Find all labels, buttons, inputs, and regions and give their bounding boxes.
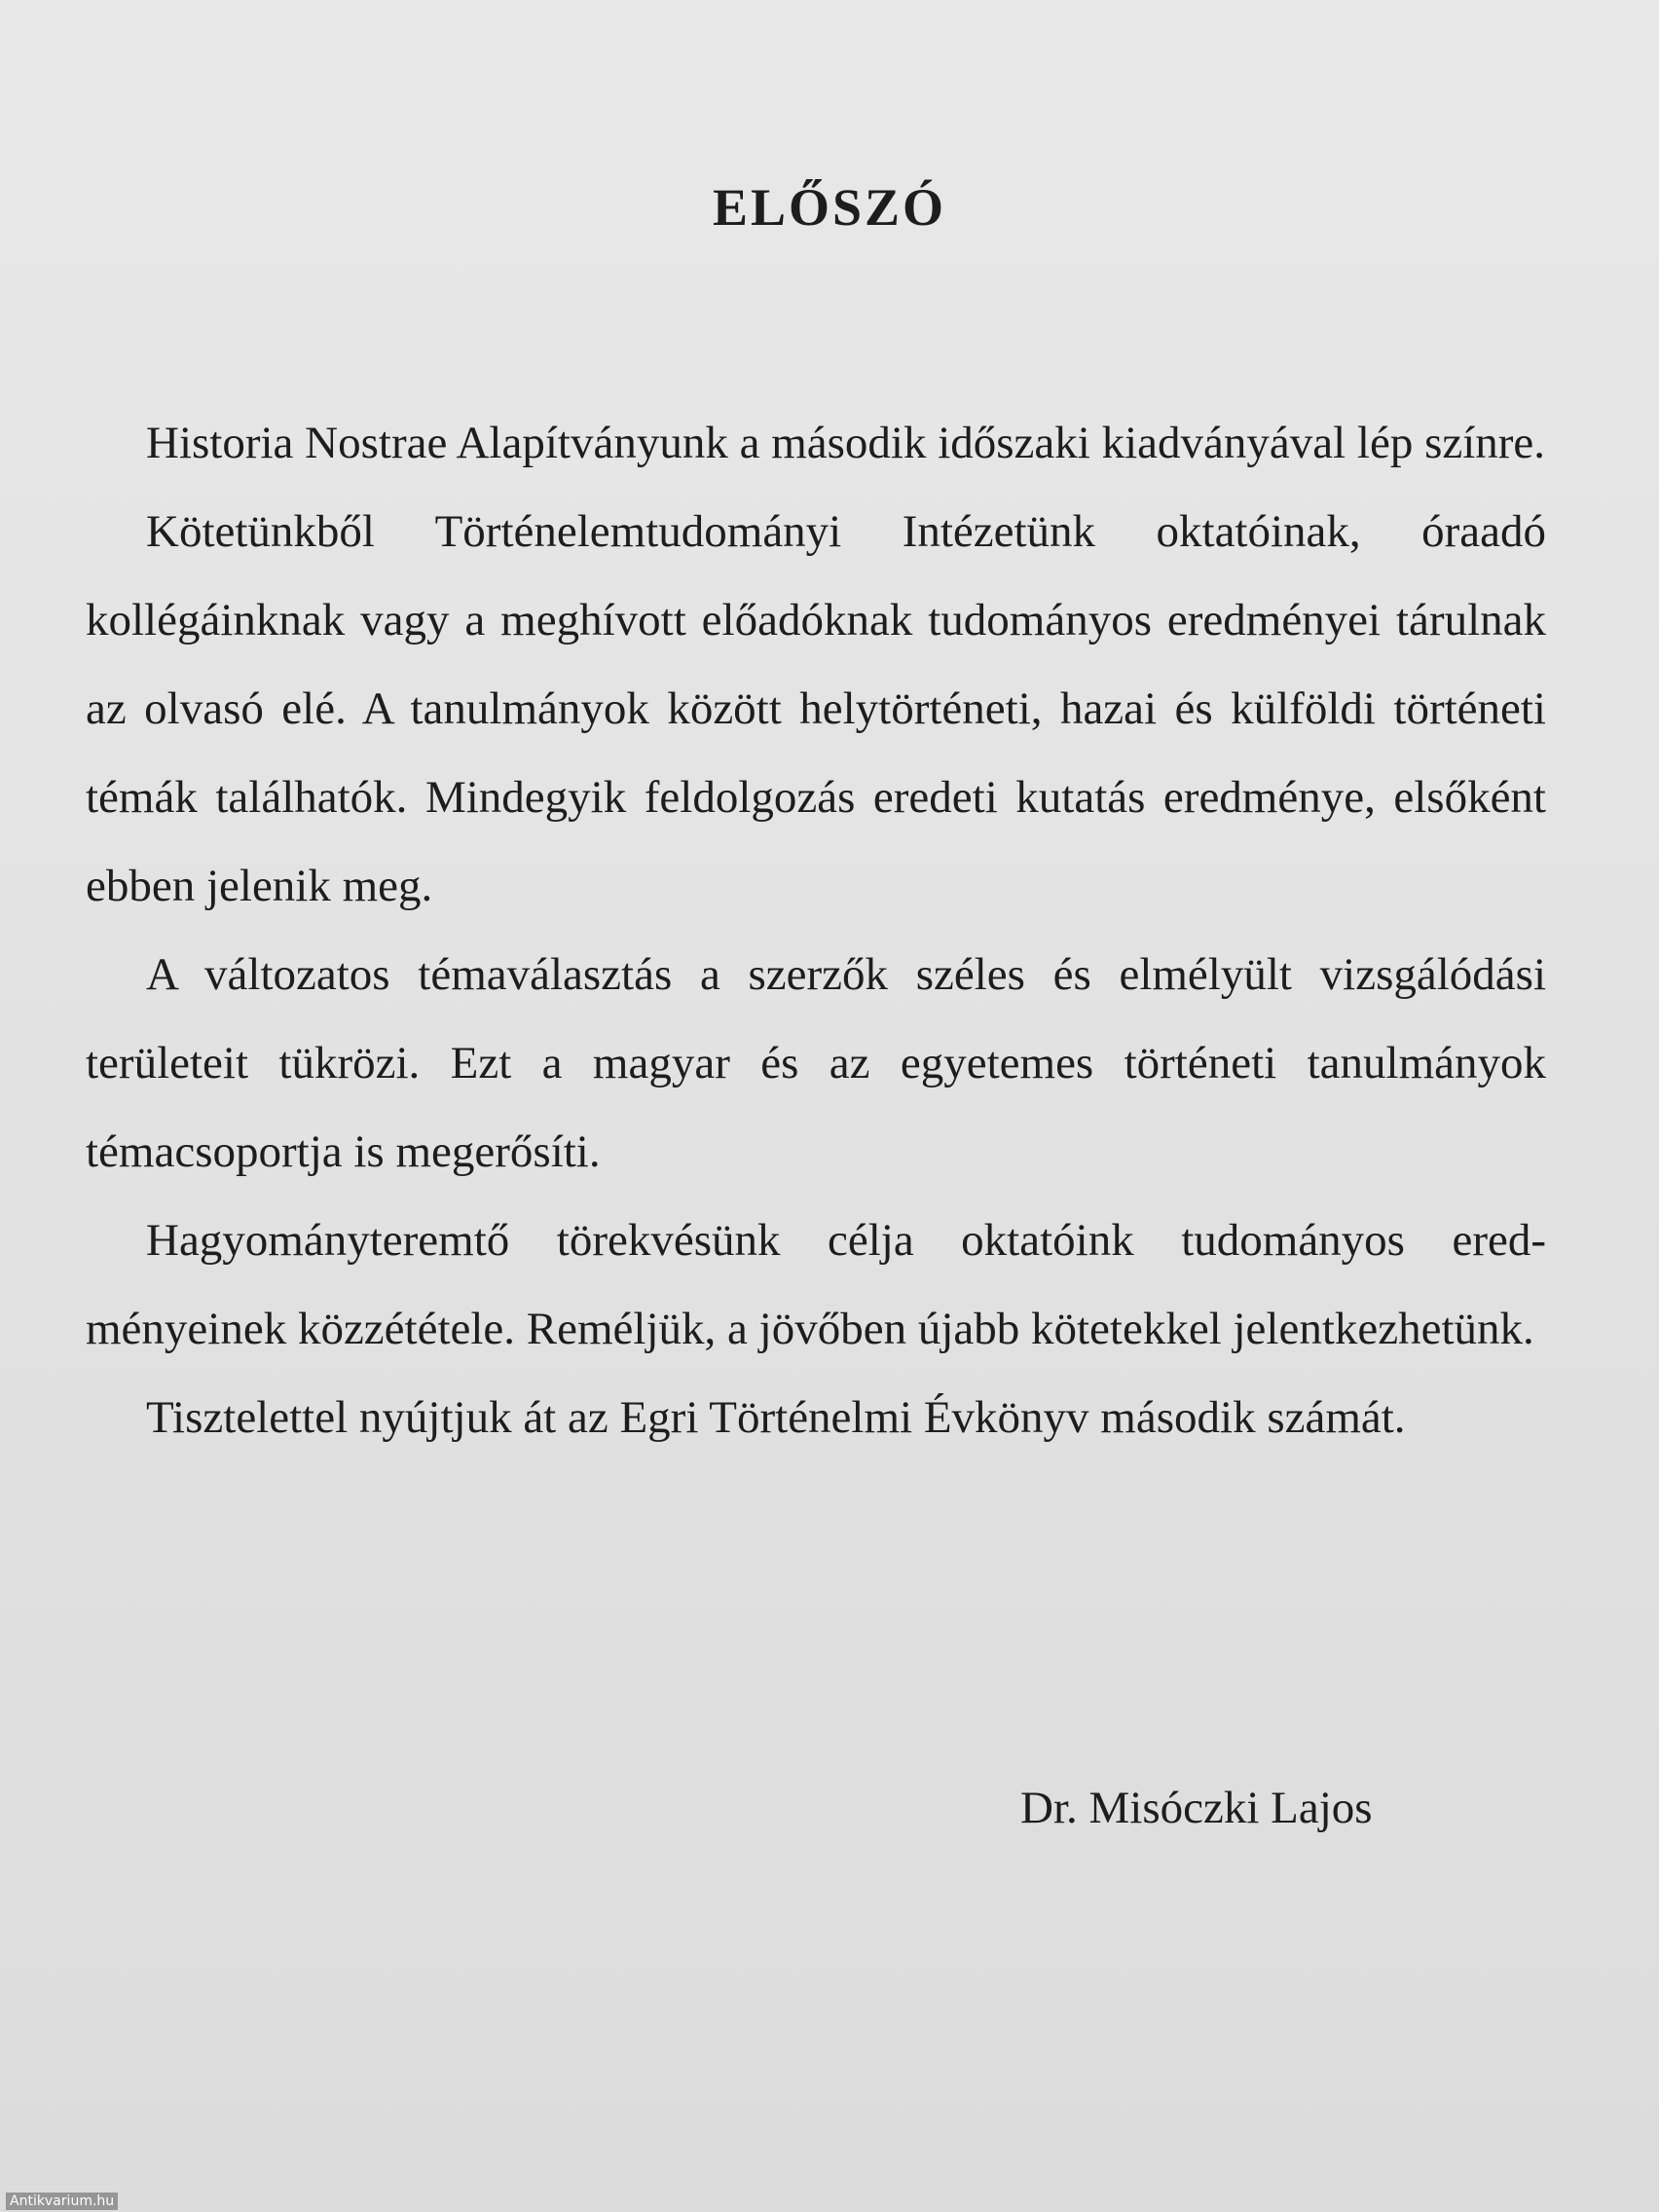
- page-title: ELŐSZÓ: [712, 178, 947, 237]
- paragraph-5: Tisztelettel nyújtjuk át az Egri Történelmi Évkönyv második számát.: [146, 1392, 1406, 1443]
- signature: Dr. Misóczki Lajos: [1020, 1783, 1373, 1833]
- paragraph-3: A változatos témaválasztás a szerzők széles és elmélyült vizsgálódási területeit tükrözi. Ezt a magyar és az egyetemes történeti tanulmányok témacsoportja is megerősíti.: [86, 949, 1546, 1177]
- preface-body: [86, 399, 1546, 1462]
- paragraph-4: Hagyományteremtő törekvésünk célja oktatóink tudományos eredményeinek közzététele. Reméljük, a jövőben újabb kötetekkel jelentkezhetünk.: [86, 1215, 1546, 1354]
- paragraph-1: Historia Nostrae Alapítványunk a második időszaki kiadványával lép színre.: [146, 418, 1546, 468]
- watermark: Antikvarium.hu: [6, 2193, 118, 2210]
- paragraph-2: Kötetünkből Történelemtudományi Intézetünk oktatóinak, óraadó kollégáinknak vagy a meghívott előadóknak tudományos eredményei tárulnak az olvasó elé. A tanulmányok között helytörténeti, hazai és külföldi történeti témák találhatók. Mindegyik feldolgozás eredeti kutatás eredménye, elsőként ebben jelenik meg.: [86, 506, 1546, 911]
